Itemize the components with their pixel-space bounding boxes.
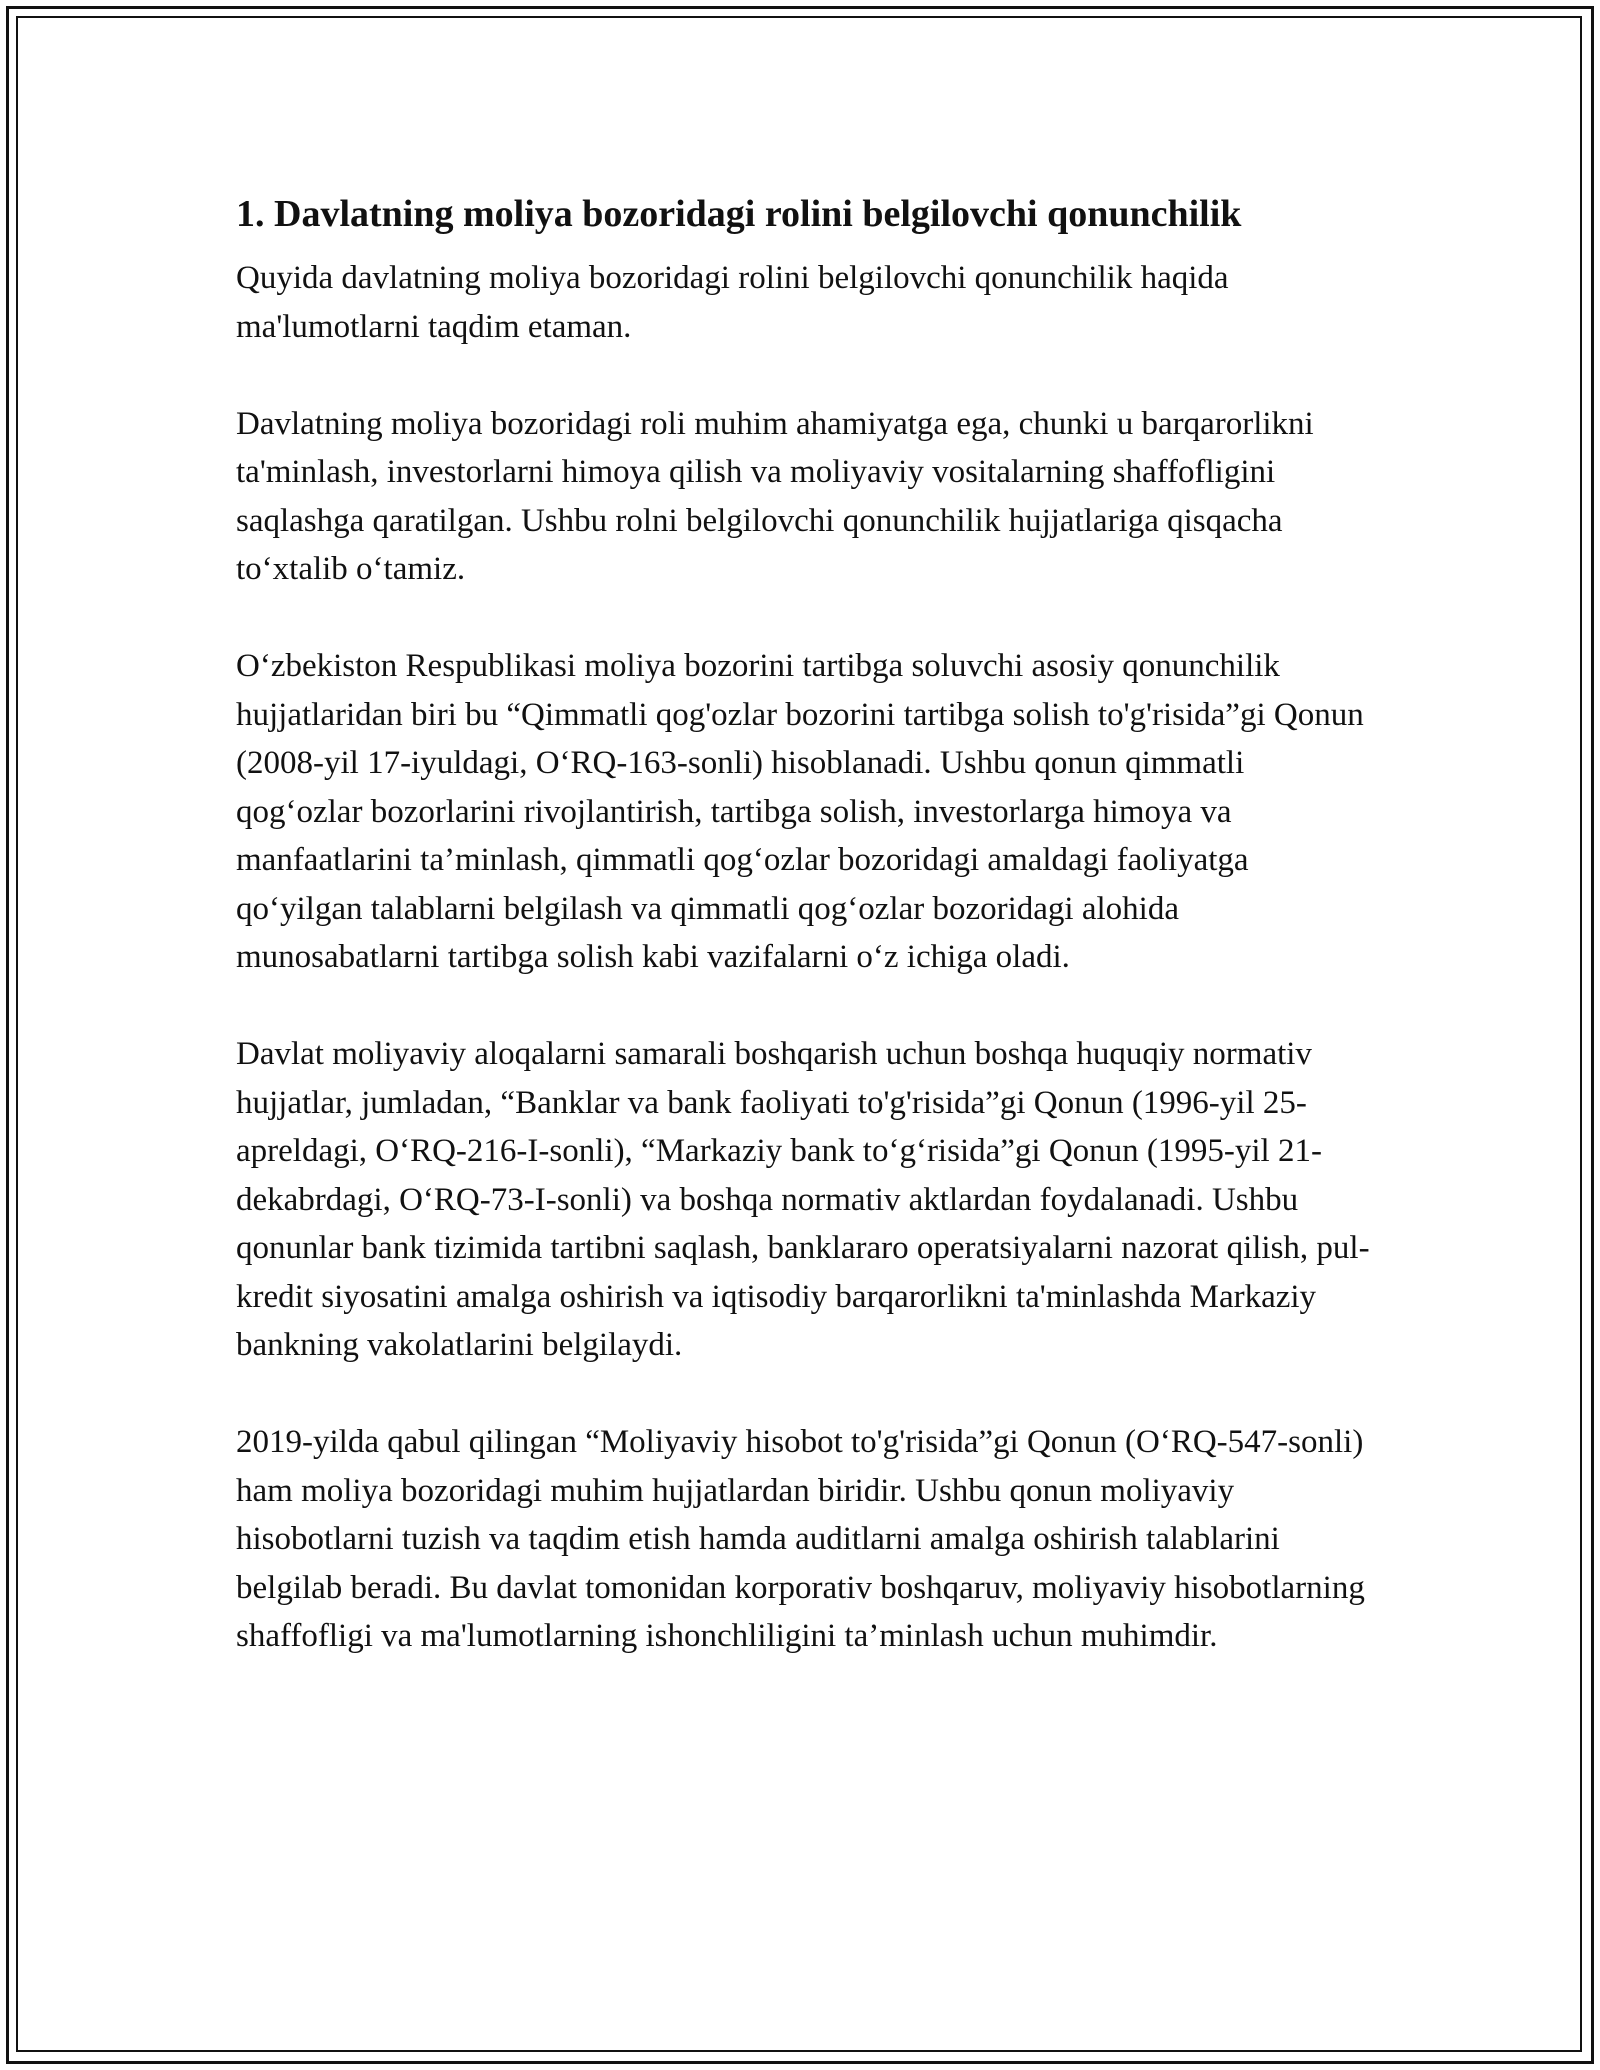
paragraph-securities-law: O‘zbekiston Respublikasi moliya bozorini tartibga soluvchi asosiy qonunchilik hujjatlaridan biri bu “Qimmatli qog'ozlar bozorini tartibga solish to'g'risida”gi Qonun (2008-yil 17-iyuldagi, O‘RQ-163-sonli) hisoblanadi. Ushbu qonun qimmatli qog‘ozlar bozorlarini rivojlantirish, tartibga solish, investorlarga himoya va manfaatlarini ta’minlash, qimmatli qog‘ozlar bozoridagi amaldagi faoliyatga qo‘yilgan talablarni belgilash va qimmatli qog‘ozlar bozoridagi alohida munosabatlarni tartibga solish kabi vazifalarni o‘z ichiga oladi. — [236, 648, 1364, 975]
paragraph-role: Davlatning moliya bozoridagi roli muhim ahamiyatga ega, chunki u barqarorlikni ta'minlash, investorlarni himoya qilish va moliyaviy vositalarning shaffofligini saqlashga qaratilgan. Ushbu rolni belgilovchi qonunchilik hujjatlariga qisqacha to‘xtalib o‘tamiz. — [236, 405, 1314, 587]
paragraph-banking-laws: Davlat moliyaviy aloqalarni samarali boshqarish uchun boshqa huquqiy normativ hujjatlar, jumladan, “Banklar va bank faoliyati to'g'risida”gi Qonun (1996-yil 25-apreldagi, O‘RQ-216-I-sonli), “Markaziy bank to‘g‘risida”gi Qonun (1995-yil 21-dekabrdagi, O‘RQ-73-I-sonli) va boshqa normativ aktlardan foydalanadi. Ushbu qonunlar bank tizimida tartibni saqlash, banklararo operatsiyalarni nazorat qilish, pul-kredit siyosatini amalga oshirish va iqtisodiy barqarorlikni ta'minlashda Markaziy bankning vakolatlarini belgilaydi. — [236, 1036, 1370, 1363]
page-title: 1. Davlatning moliya bozoridagi rolini belgilovchi qonunchilik — [236, 193, 1242, 235]
document-body — [236, 184, 1376, 1709]
paragraph-financial-reporting-law: 2019-yilda qabul qilingan “Moliyaviy hisobot to'g'risida”gi Qonun (O‘RQ-547-sonli) ham moliya bozoridagi muhim hujjatlardan biridir. Ushbu qonun moliyaviy hisobotlarni tuzish va taqdim etish hamda auditlarni amalga oshirish talablarini belgilab beradi. Bu davlat tomonidan korporativ boshqaruv, moliyaviy hisobotlarning shaffofligi va ma'lumotlarning ishonchliligini ta’minlash uchun muhimdir. — [236, 1424, 1365, 1654]
paragraph-intro: Quyida davlatning moliya bozoridagi rolini belgilovchi qonunchilik haqida ma'lumotlarni taqdim etaman. — [236, 260, 1229, 345]
